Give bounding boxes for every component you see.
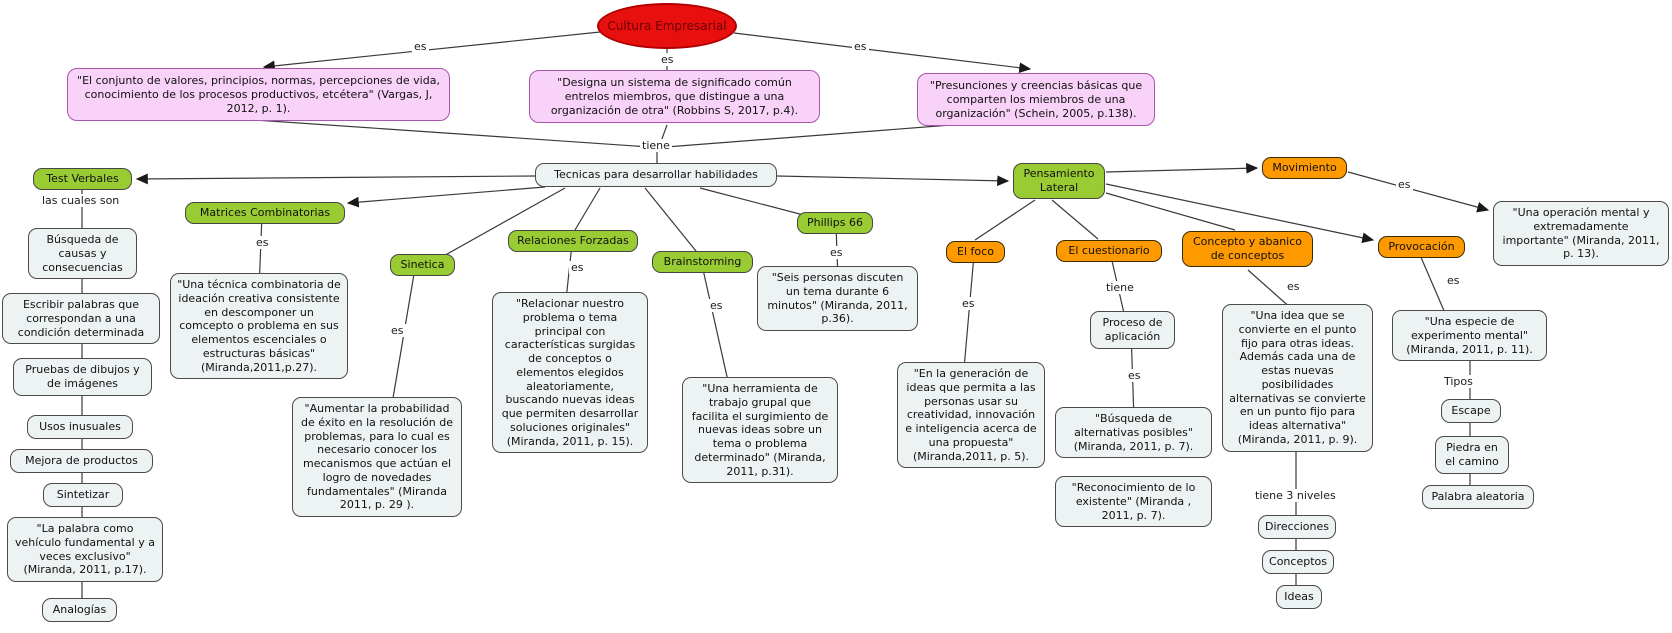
- tv-item-palabra-vehiculo[interactable]: "La palabra como vehículo fundamental y a veces exclusivo" (Miranda, 2011, p.17).: [7, 517, 163, 582]
- tipo-palabra-aleatoria[interactable]: Palabra aleatoria: [1422, 485, 1534, 509]
- link-label-es-provocacion: es: [1447, 274, 1460, 287]
- definition-schein[interactable]: "Presunciones y creencias básicas que comparten los miembros de una organización" (Schein, 2005, p.138).: [917, 73, 1155, 126]
- box-proceso-aplicacion[interactable]: Proceso de aplicación: [1090, 311, 1175, 349]
- desc-relaciones[interactable]: "Relacionar nuestro problema o tema principal con características surgidas de conceptos o elementos elegidos aleatoriamente, buscando nuevas ideas que permiten desarrollar soluciones originales" (Miranda, 2011, p. 15).: [492, 292, 648, 453]
- level-direcciones[interactable]: Direcciones: [1258, 515, 1336, 539]
- node-pensamiento-lateral[interactable]: Pensamiento Lateral: [1013, 163, 1105, 199]
- tipo-piedra-camino[interactable]: Piedra en el camino: [1435, 436, 1509, 474]
- definition-vargas[interactable]: "El conjunto de valores, principios, normas, percepciones de vida, conocimiento de los procesos productivos, etcétera" (Vargas, J, 2012, p. 1).: [67, 68, 450, 121]
- desc-sinetica[interactable]: "Aumentar la probabilidad de éxito en la resolución de problemas, para lo cual es necesario conocer los mecanismos que actúan el logro de novedades fundamentales" (Miranda 2011, p. 29 ).: [292, 397, 462, 517]
- node-test-verbales[interactable]: Test Verbales: [33, 168, 132, 190]
- hub-tecnicas[interactable]: Tecnicas para desarrollar habilidades: [535, 163, 777, 187]
- link-label-es-matrices: es: [256, 236, 269, 249]
- root-node-cultura-empresarial[interactable]: Cultura Empresarial: [597, 3, 737, 49]
- link-label-tipos: Tipos: [1444, 375, 1473, 388]
- level-ideas[interactable]: Ideas: [1276, 585, 1322, 609]
- desc-brainstorming[interactable]: "Una herramienta de trabajo grupal que facilita el surgimiento de nuevas ideas sobre un tema o problema determinado" (Miranda, 2011, p.31).: [682, 377, 838, 483]
- definition-robbins[interactable]: "Designa un sistema de significado común entrelos miembros, que distingue a una organización de otra" (Robbins S, 2017, p.4).: [529, 70, 820, 123]
- link-label-es-proceso: es: [1128, 369, 1141, 382]
- link-label-es-phillips: es: [830, 246, 843, 259]
- desc-phillips[interactable]: "Seis personas discuten un tema durante 6 minutos" (Miranda, 2011, p.36).: [757, 266, 918, 331]
- link-label-es-concepto: es: [1287, 280, 1300, 293]
- link-label-es-brainstorming: es: [710, 299, 723, 312]
- node-concepto-abanico[interactable]: Concepto y abanico de conceptos: [1182, 231, 1313, 267]
- tv-item-pruebas-dibujos[interactable]: Pruebas de dibujos y de imágenes: [13, 358, 152, 396]
- node-sinetica[interactable]: Sinetica: [390, 254, 455, 276]
- link-label-tiene-cuestionario: tiene: [1106, 281, 1134, 294]
- node-matrices-combinatorias[interactable]: Matrices Combinatorias: [185, 202, 345, 224]
- node-el-foco[interactable]: El foco: [946, 241, 1005, 263]
- node-phillips-66[interactable]: Phillips 66: [797, 212, 873, 234]
- desc-busqueda-alternativas[interactable]: "Búsqueda de alternativas posibles" (Miranda, 2011, p. 7).: [1055, 407, 1212, 458]
- link-label-es-relaciones: es: [571, 261, 584, 274]
- node-relaciones-forzadas[interactable]: Relaciones Forzadas: [508, 230, 638, 252]
- tv-item-mejora-productos[interactable]: Mejora de productos: [10, 449, 153, 473]
- node-movimiento[interactable]: Movimiento: [1262, 157, 1347, 179]
- desc-movimiento[interactable]: "Una operación mental y extremadamente importante" (Miranda, 2011, p. 13).: [1493, 201, 1669, 266]
- link-label-es-movimiento: es: [1398, 178, 1411, 191]
- desc-concepto-abanico[interactable]: "Una idea que se convierte en el punto fijo para otras ideas. Además cada una de estas nuevas posibilidades alternativas se convierte en un punto fijo para ideas alternativa" (Miranda, 2011, p. 9).: [1222, 304, 1373, 452]
- link-label-tiene: tiene: [642, 139, 670, 152]
- link-label-las-cuales-son: las cuales son: [42, 194, 120, 207]
- tv-item-busqueda-causas[interactable]: Búsqueda de causas y consecuencias: [28, 228, 137, 279]
- tv-item-escribir-palabras[interactable]: Escribir palabras que correspondan a una condición determinada: [2, 293, 160, 344]
- node-provocacion[interactable]: Provocación: [1378, 236, 1465, 258]
- tv-item-analogias[interactable]: Analogías: [42, 598, 117, 622]
- link-label-es-schein: es: [854, 40, 867, 53]
- node-brainstorming[interactable]: Brainstorming: [652, 251, 753, 273]
- level-conceptos[interactable]: Conceptos: [1262, 550, 1334, 574]
- link-label-tiene-3-niveles: tiene 3 niveles: [1255, 489, 1336, 502]
- tv-item-sintetizar[interactable]: Sintetizar: [43, 483, 123, 507]
- tv-item-usos-inusuales[interactable]: Usos inusuales: [27, 415, 133, 439]
- desc-matrices[interactable]: "Una técnica combinatoria de ideación creativa consistente en descomponer un comcepto o problema en sus elementos escenciales o estructuras básicas" (Miranda,2011,p.27).: [170, 273, 348, 379]
- desc-reconocimiento-existente[interactable]: "Reconocimiento de lo existente" (Miranda , 2011, p. 7).: [1055, 476, 1212, 527]
- desc-provocacion[interactable]: "Una especie de experimento mental" (Miranda, 2011, p. 11).: [1392, 310, 1547, 361]
- node-el-cuestionario[interactable]: El cuestionario: [1056, 240, 1162, 262]
- link-label-es-robbins: es: [661, 53, 674, 66]
- link-label-es-vargas: es: [414, 40, 427, 53]
- link-label-es-foco: es: [962, 297, 975, 310]
- link-label-es-sinetica: es: [391, 324, 404, 337]
- tipo-escape[interactable]: Escape: [1441, 399, 1501, 423]
- desc-el-foco[interactable]: "En la generación de ideas que permita a las personas usar su creatividad, innovación e inteligencia acerca de una propuesta" (Miranda,2011, p. 5).: [897, 362, 1045, 468]
